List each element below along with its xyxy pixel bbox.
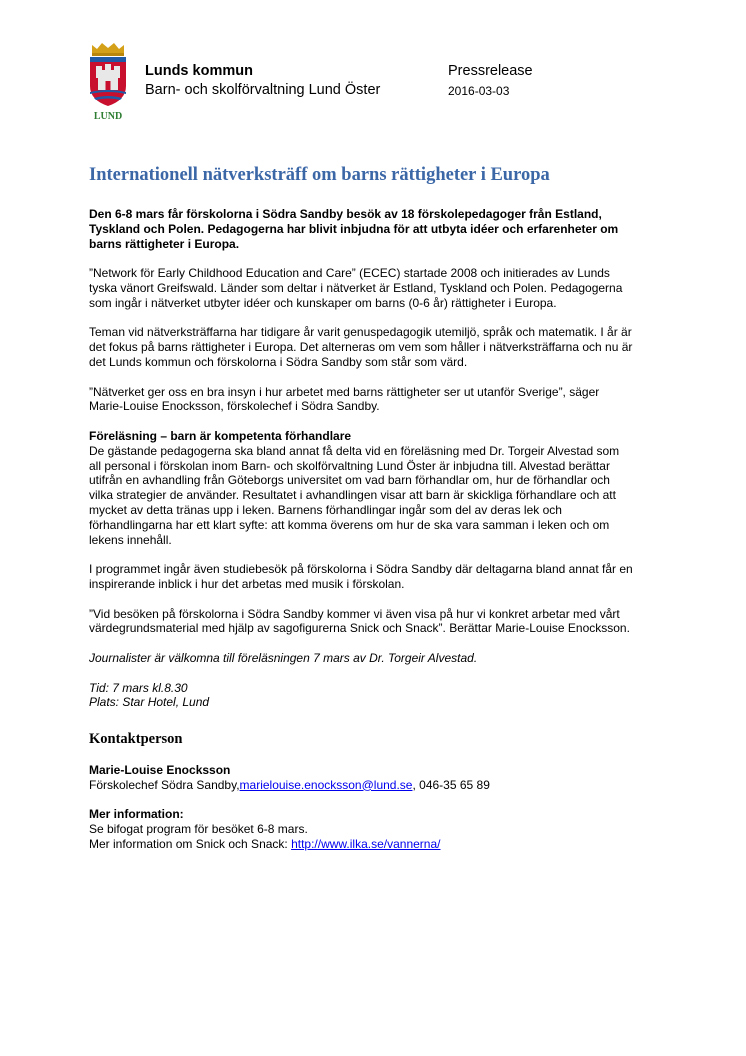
snick-snack-link[interactable]: http://www.ilka.se/vannerna/	[291, 836, 441, 851]
text-line: det Lunds kommun och förskolorna i Södra Sandby som står som värd.	[89, 354, 468, 369]
paragraph-lecture	[89, 429, 679, 547]
more-info-line: Se bifogat program för besöket 6-8 mars.	[89, 822, 308, 837]
text-line: I programmet ingår även studiebesök på förskolorna i Södra Sandby där deltagarna bland annat får en	[89, 562, 633, 577]
lead-line: Tyskland och Polen. Pedagogerna har blivit inbjudna för att utbyta idéer och erfarenheter om	[89, 221, 619, 236]
contact-email-link[interactable]: marielouise.enocksson@lund.se	[239, 777, 413, 792]
more-info-prefix: Mer information om Snick och Snack:	[89, 836, 292, 851]
text-line: ”Network för Early Childhood Education and Care” (ECEC) startade 2008 och initierades av Lunds	[89, 266, 610, 281]
paragraph-program	[89, 562, 679, 592]
text-line: det fokus på barns rättigheter i Europa. Det alterneras om vem som håller i nätverksträffarna och nu är	[89, 340, 633, 355]
release-date: 2016-03-03	[448, 84, 510, 98]
text-line: inspirerande inblick i hur det arbetas med musik i förskolan.	[89, 576, 405, 591]
text-line: som ingår i nätverket utbyter idéer och kunskaper om barns (0-6 år) rättigheter i Europa.	[89, 295, 557, 310]
logo-text: LUND	[93, 111, 123, 122]
contact-role: Förskolechef Södra Sandby,	[89, 777, 240, 792]
journalist-invite: Journalister är välkomna till föreläsningen 7 mars av Dr. Torgeir Alvestad.	[89, 650, 478, 665]
text-line: värdegrundsmaterial med hjälp av sagofigurerna Snick och Snack”. Berättar Marie-Louise Enocksson.	[89, 621, 630, 636]
lund-logo	[86, 42, 130, 122]
more-info-line-link	[89, 837, 679, 852]
lead-line: barns rättigheter i Europa.	[89, 236, 240, 251]
text-line: lekens innehåll.	[89, 532, 172, 547]
more-info-heading: Mer information:	[89, 807, 184, 822]
text-line: all personal i förskolan inom Barn- och skolförvaltning Lund Öster är inbjudna till. Alvestad berättar	[89, 458, 610, 473]
contact-block	[89, 763, 679, 793]
text-line: tyska vänort Greifswald. Länder som deltar i nätverket är Estland, Tyskland och Polen. Pedagogerna	[89, 280, 623, 295]
text-line: Teman vid nätverksträffarna har tidigare år varit genuspedagogik utemiljö, språk och matematik. I år är	[89, 325, 632, 340]
lund-crest-icon	[86, 42, 130, 122]
contact-heading: Kontaktperson	[89, 731, 183, 748]
lead-paragraph	[89, 207, 679, 251]
contact-phone: , 046-35 65 89	[412, 777, 490, 792]
section-heading: Föreläsning – barn är kompetenta förhandlare	[89, 428, 352, 443]
text-line: förhandlingarna har ett klart syfte: att komma överens om hur de ska vara samman i leken och om	[89, 517, 610, 532]
paragraph-themes	[89, 325, 679, 369]
department-name: Barn- och skolförvaltning Lund Öster	[145, 82, 381, 98]
text-line: De gästande pedagogerna ska bland annat få delta vid en föreläsning med Dr. Torgeir Alvestad som	[89, 443, 620, 458]
text-line: Marie-Louise Enocksson, förskolechef i Södra Sandby.	[89, 399, 380, 414]
contact-details	[89, 778, 679, 793]
text-line: vilka strategier de använder. Resultatet i avhandlingen visar att barn är skickliga förhandlare och att	[89, 488, 616, 503]
text-line: ”Vid besöken på förskolorna i Södra Sandby kommer vi även visa på hur vi konkret arbetar med vårt	[89, 606, 620, 621]
event-details	[89, 681, 679, 711]
more-info-block	[89, 807, 679, 851]
paragraph-quote-visits	[89, 607, 679, 637]
organization-name: Lunds kommun	[145, 63, 253, 79]
event-place: Plats: Star Hotel, Lund	[89, 695, 210, 710]
page-title: Internationell nätverksträff om barns rättigheter i Europa	[89, 165, 550, 185]
document-type: Pressrelease	[448, 63, 533, 79]
lead-line: Den 6-8 mars får förskolorna i Södra Sandby besök av 18 förskolepedagoger från Estland,	[89, 207, 602, 221]
text-line: utifrån en avhandling från Göteborgs universitet om vad barn förhandlar om, hur de förhandlar och	[89, 473, 610, 488]
paragraph-quote-insight	[89, 385, 679, 415]
event-time: Tid: 7 mars kl.8.30	[89, 680, 188, 695]
paragraph-network	[89, 266, 679, 310]
text-line: mycket av detta tränas upp i leken. Barnens förhandlingar ingår som del av deras lek och	[89, 502, 562, 517]
press-release-body	[89, 207, 679, 866]
contact-name: Marie-Louise Enocksson	[89, 762, 231, 777]
text-line: ”Nätverket ger oss en bra insyn i hur arbetet med barns rättigheter ser ut utanför Sverige”, säger	[89, 384, 600, 399]
